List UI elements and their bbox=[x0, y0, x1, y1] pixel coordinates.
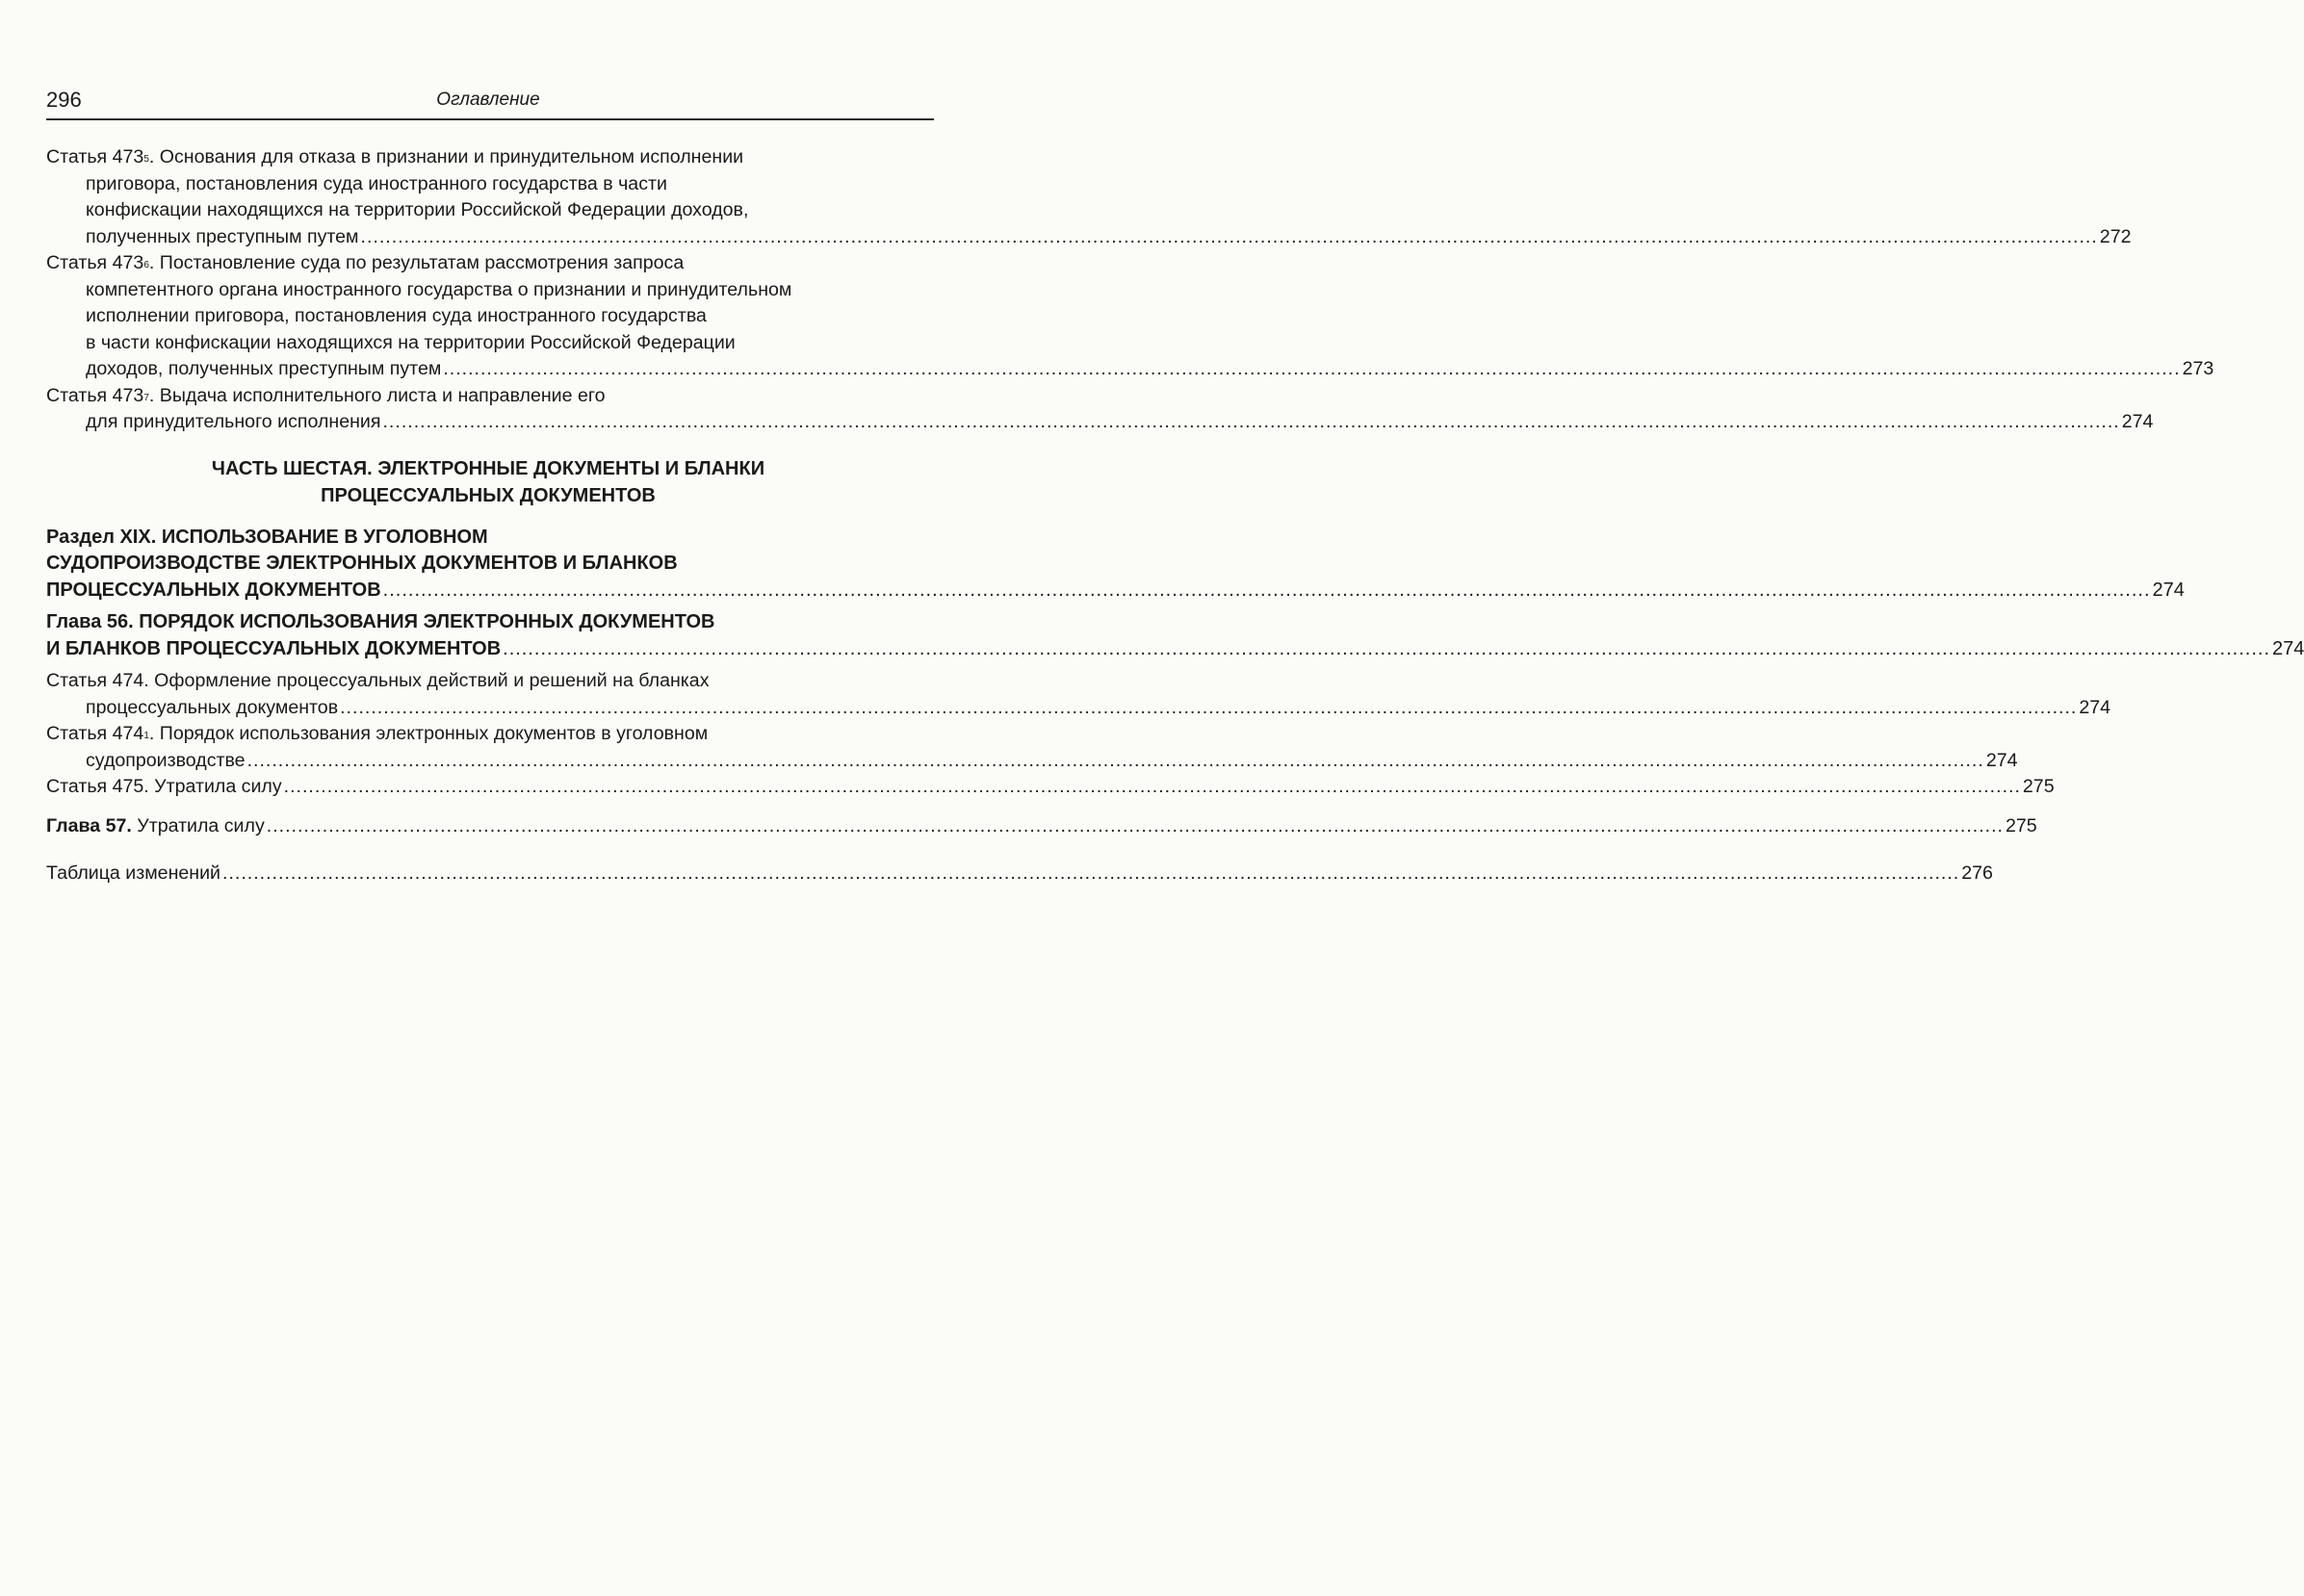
leader-dots bbox=[222, 862, 1959, 884]
page-header bbox=[46, 85, 930, 117]
entry-prefix: Статья 473 bbox=[46, 252, 144, 273]
document-page bbox=[46, 85, 2304, 884]
page-ref: 276 bbox=[1961, 862, 1993, 884]
leader-dots bbox=[383, 579, 2151, 601]
toc-entry-section-19[interactable] bbox=[46, 525, 2185, 605]
leader-dots bbox=[443, 358, 2180, 379]
superscript: 6 bbox=[143, 260, 149, 270]
toc-entry-article-473-7[interactable] bbox=[46, 383, 2154, 436]
entry-text: конфискации находящихся на территории Российской Федерации доходов, bbox=[86, 199, 749, 220]
entry-text: . Порядок использования электронных документов в уголовном bbox=[148, 723, 709, 744]
entry-text: процессуальных документов bbox=[86, 696, 339, 718]
page-ref: 272 bbox=[2099, 225, 2132, 247]
section-text: Раздел XIX. ИСПОЛЬЗОВАНИЕ В УГОЛОВНОМ bbox=[46, 526, 488, 548]
leader-dots bbox=[247, 750, 1984, 771]
leader-dots bbox=[382, 411, 2119, 432]
entry-text: Статья 475. Утратила силу bbox=[46, 776, 282, 797]
superscript: 7 bbox=[143, 392, 149, 403]
entry-text: судопроизводстве bbox=[86, 749, 246, 771]
entry-text: компетентного органа иностранного государства о признании и принудительном bbox=[86, 278, 792, 300]
entry-text: Утратила силу bbox=[131, 814, 265, 837]
toc-entry-article-473-5[interactable] bbox=[46, 144, 2132, 250]
entry-text: Таблица изменений bbox=[46, 862, 220, 884]
toc-entry-chapter-57[interactable] bbox=[46, 813, 2037, 840]
superscript: 1 bbox=[143, 731, 149, 741]
entry-prefix: Статья 474 bbox=[46, 723, 144, 744]
part-heading-line: ПРОЦЕССУАЛЬНЫХ ДОКУМЕНТОВ bbox=[321, 484, 656, 506]
table-of-contents bbox=[46, 144, 2304, 888]
toc-entry-article-475[interactable] bbox=[46, 774, 2055, 801]
entry-text: Статья 474. Оформление процессуальных действий и решений на бланках bbox=[46, 670, 710, 691]
toc-entry-article-474-1[interactable] bbox=[46, 721, 2018, 774]
part-heading-line: ЧАСТЬ ШЕСТАЯ. ЭЛЕКТРОННЫЕ ДОКУМЕНТЫ И БЛАНКИ bbox=[211, 457, 765, 479]
page-ref: 275 bbox=[2022, 776, 2055, 797]
page-ref: 274 bbox=[2121, 411, 2154, 432]
leader-dots bbox=[361, 226, 2098, 247]
leader-dots bbox=[267, 815, 2004, 837]
leader-dots bbox=[503, 638, 2270, 659]
toc-entry-article-474[interactable] bbox=[46, 668, 2111, 721]
chapter-text: Глава 56. ПОРЯДОК ИСПОЛЬЗОВАНИЯ ЭЛЕКТРОННЫХ ДОКУМЕНТОВ bbox=[46, 611, 715, 632]
page-ref: 274 bbox=[1985, 749, 2018, 771]
page-ref: 274 bbox=[2152, 579, 2185, 601]
toc-entry-chapter-56[interactable] bbox=[46, 609, 2304, 662]
entry-text: . Выдача исполнительного листа и направление его bbox=[148, 384, 606, 406]
toc-entry-changes-table[interactable] bbox=[46, 861, 1993, 888]
entry-text: . Постановление суда по результатам рассмотрения запроса bbox=[148, 252, 685, 273]
leader-dots bbox=[340, 697, 2077, 718]
entry-text: исполнении приговора, постановления суда иностранного государства bbox=[86, 305, 707, 326]
entry-prefix: Статья 473 bbox=[46, 146, 144, 167]
entry-prefix: Статья 473 bbox=[46, 384, 144, 406]
entry-text: для принудительного исполнения bbox=[86, 411, 381, 432]
chapter-text: И БЛАНКОВ ПРОЦЕССУАЛЬНЫХ ДОКУМЕНТОВ bbox=[46, 637, 502, 659]
header-rule bbox=[46, 118, 934, 120]
page-number: 296 bbox=[46, 88, 82, 112]
leader-dots bbox=[284, 776, 2021, 797]
page-ref: 274 bbox=[2079, 696, 2111, 718]
section-text: ПРОЦЕССУАЛЬНЫХ ДОКУМЕНТОВ bbox=[46, 579, 381, 601]
entry-text: приговора, постановления суда иностранного государства в части bbox=[86, 172, 667, 194]
entry-text: доходов, полученных преступным путем bbox=[86, 358, 442, 379]
entry-text: полученных преступным путем bbox=[86, 225, 359, 247]
page-ref: 273 bbox=[2182, 358, 2214, 379]
page-ref: 275 bbox=[2006, 814, 2037, 837]
toc-entry-article-473-6[interactable] bbox=[46, 250, 2214, 383]
section-text: СУДОПРОИЗВОДСТВЕ ЭЛЕКТРОННЫХ ДОКУМЕНТОВ И БЛАНКОВ bbox=[46, 553, 678, 574]
spacer bbox=[46, 839, 930, 861]
spacer bbox=[46, 801, 930, 813]
page-ref: 274 bbox=[2272, 637, 2304, 659]
running-title: Оглавление bbox=[436, 90, 540, 110]
part-heading bbox=[46, 455, 930, 509]
superscript: 5 bbox=[143, 154, 149, 165]
entry-text: в части конфискации находящихся на территории Российской Федерации bbox=[86, 331, 736, 353]
entry-text: . Основания для отказа в признании и принудительном исполнении bbox=[148, 146, 744, 167]
chapter-label: Глава 57. bbox=[46, 814, 132, 837]
